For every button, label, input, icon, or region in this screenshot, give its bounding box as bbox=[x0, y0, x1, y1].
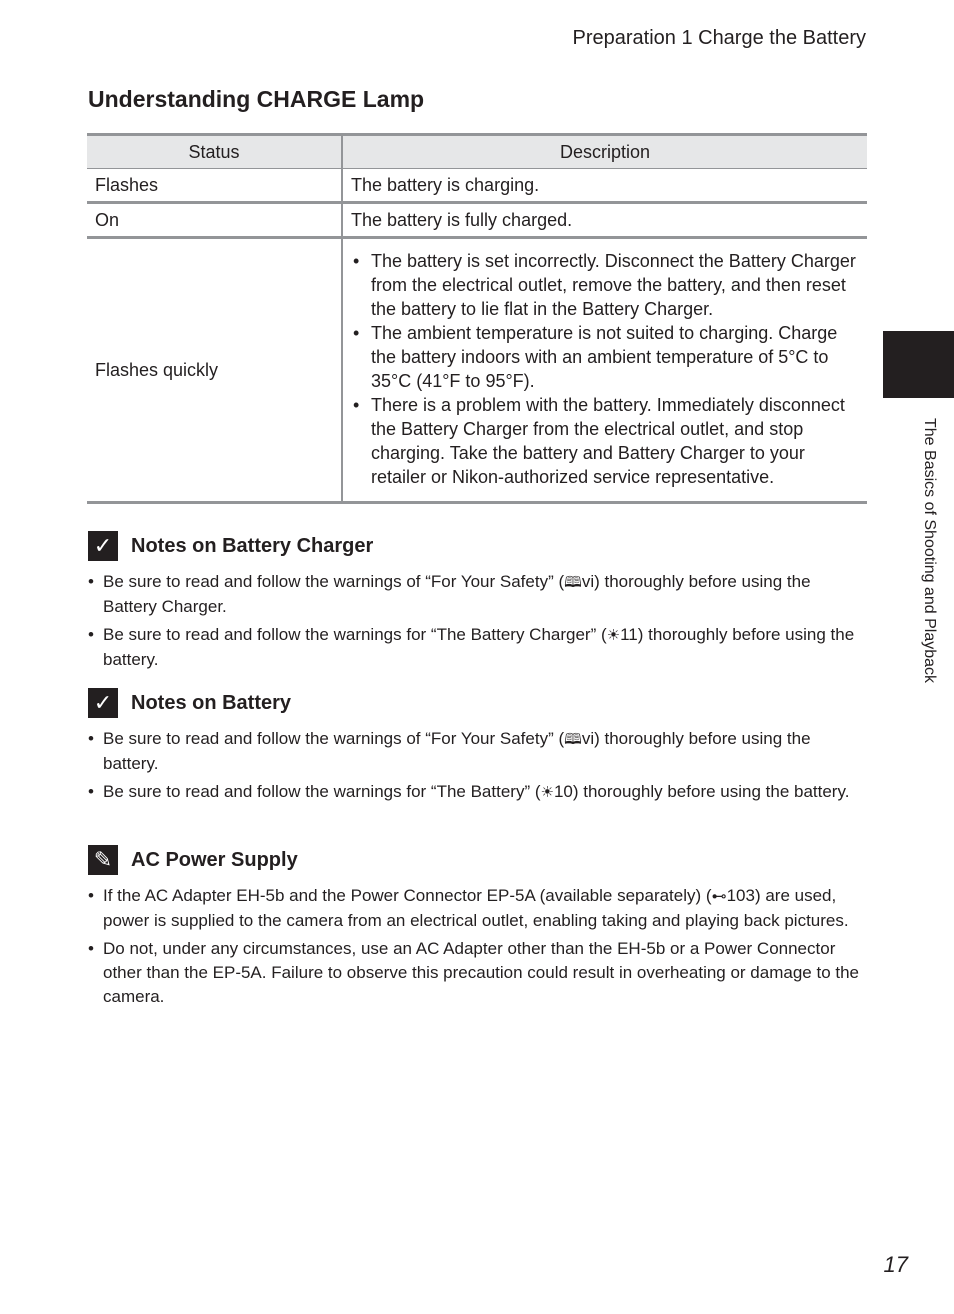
chapter-label: The Basics of Shooting and Playback bbox=[921, 418, 938, 684]
note-heading bbox=[88, 844, 868, 876]
list-item: • Be sure to read and follow the warnings of “For Your Safety” (🕮vi) thoroughly before using the battery. bbox=[88, 727, 868, 776]
list-item: • Be sure to read and follow the warnings for “The Battery Charger” (☀11) thoroughly before using the battery. bbox=[88, 623, 868, 672]
note-battery bbox=[88, 687, 868, 809]
column-header-description: Description bbox=[342, 135, 867, 169]
list-item: • Be sure to read and follow the warnings of “For Your Safety” (🕮vi) thoroughly before using the Battery Charger. bbox=[88, 570, 868, 619]
page-reference[interactable]: 10 bbox=[553, 782, 573, 801]
column-header-status: Status bbox=[87, 135, 342, 169]
table-row bbox=[87, 203, 867, 238]
list-item: • Be sure to read and follow the warnings for “The Battery” (☀10) thoroughly before using the battery. bbox=[88, 780, 868, 805]
pencil-note-icon: ✎ bbox=[88, 845, 118, 875]
status-cell: On bbox=[87, 203, 342, 238]
tip-ref-icon: ☀ bbox=[540, 784, 554, 801]
description-cell bbox=[342, 238, 867, 503]
status-cell: Flashes bbox=[87, 169, 342, 203]
note-title: Notes on Battery bbox=[131, 691, 292, 714]
list-item: • The ambient temperature is not suited to charging. Charge the battery indoors with an ambient temperature of 5°C to 35°C (41°F to 95°F). bbox=[351, 321, 859, 393]
note-battery-charger bbox=[88, 530, 868, 676]
note-list bbox=[88, 727, 868, 805]
page-reference[interactable]: vi bbox=[581, 729, 595, 748]
running-header: Preparation 1 Charge the Battery bbox=[572, 27, 866, 49]
note-list bbox=[88, 884, 868, 1009]
page-reference[interactable]: 11 bbox=[620, 625, 638, 644]
book-ref-icon: 🕮 bbox=[564, 731, 582, 748]
caution-check-icon: ✓ bbox=[88, 688, 118, 718]
tip-ref-icon: ☀ bbox=[606, 627, 621, 644]
description-cell: The battery is fully charged. bbox=[342, 203, 867, 238]
reference-section-icon: ⊷ bbox=[711, 888, 727, 905]
caution-check-icon: ✓ bbox=[88, 531, 118, 561]
book-ref-icon: 🕮 bbox=[564, 574, 582, 591]
list-item: • There is a problem with the battery. Immediately disconnect the Battery Charger from the electrical outlet, and stop charging. Take the battery and Battery Charger to your retailer or Nikon-authorized service representative. bbox=[351, 393, 859, 489]
page-reference[interactable]: vi bbox=[581, 572, 595, 591]
note-list bbox=[88, 570, 868, 672]
note-heading bbox=[88, 687, 868, 719]
list-item: • Do not, under any circumstances, use an AC Adapter other than the EH-5b or a Power Connector other than the EP-5A. Failure to observe this precaution could result in overheating or damage to the camera. bbox=[88, 937, 868, 1009]
charge-lamp-table bbox=[87, 133, 867, 504]
list-item: • The battery is set incorrectly. Disconnect the Battery Charger from the electrical outlet, remove the battery, and then reset the battery to lie flat in the Battery Charger. bbox=[351, 249, 859, 321]
table-row bbox=[87, 238, 867, 503]
status-cell: Flashes quickly bbox=[87, 238, 342, 503]
note-ac-power-supply bbox=[88, 844, 868, 1013]
section-title: Understanding CHARGE Lamp bbox=[88, 86, 425, 112]
note-heading bbox=[88, 530, 868, 562]
table-header-row bbox=[87, 135, 867, 169]
description-cell: The battery is charging. bbox=[342, 169, 867, 203]
list-item: • If the AC Adapter EH-5b and the Power Connector EP-5A (available separately) (⊷103) are used, power is supplied to the camera from an electrical outlet, enabling taking and playing back pictures. bbox=[88, 884, 868, 933]
page-number: 17 bbox=[883, 1252, 908, 1277]
note-title: Notes on Battery Charger bbox=[131, 534, 374, 557]
chapter-tab bbox=[883, 331, 954, 398]
description-bullet-list bbox=[351, 249, 859, 489]
note-title: AC Power Supply bbox=[131, 848, 298, 871]
page-reference[interactable]: 103 bbox=[726, 886, 755, 905]
table-row bbox=[87, 169, 867, 203]
